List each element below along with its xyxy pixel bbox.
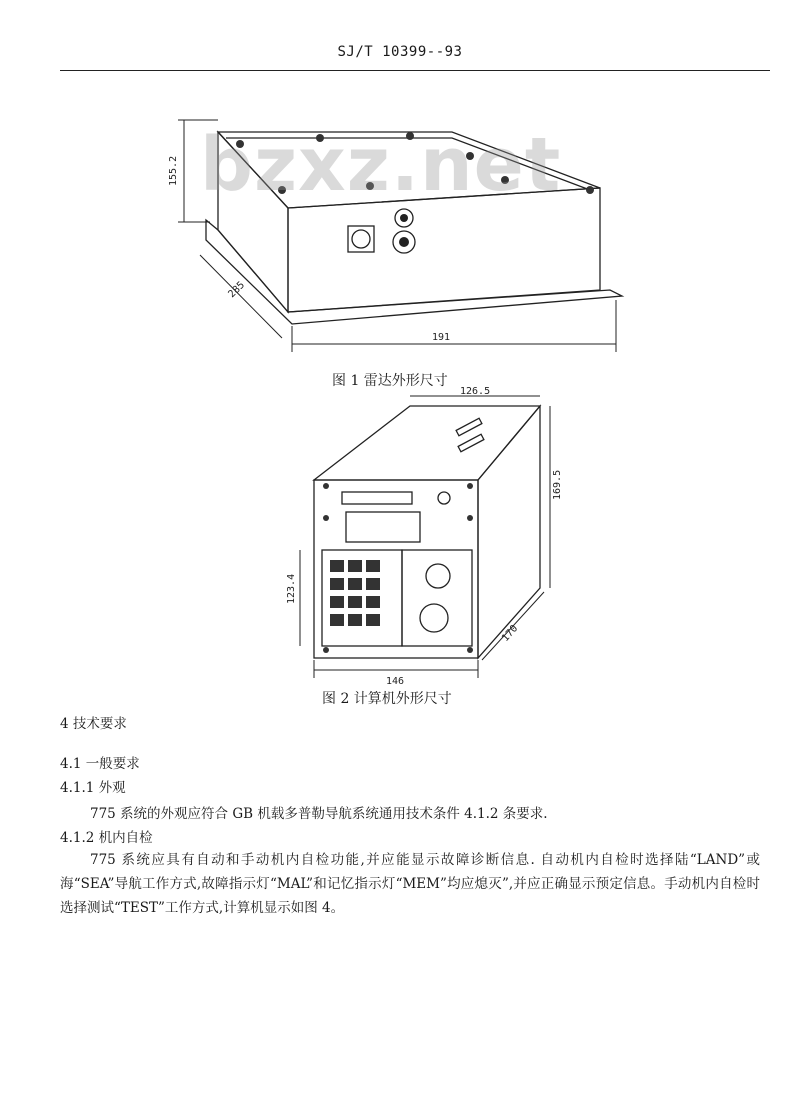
- section-4-1-heading: 4.1 一般要求: [60, 756, 140, 772]
- dim-label-width: 191: [432, 332, 451, 343]
- dim-label-top: 126.5: [460, 386, 491, 397]
- section-4-1-1-heading: 4.1.1 外观: [60, 780, 126, 796]
- section-4-1-2-text: 775 系统应具有自动和手动机内自检功能,并应能显示故障诊断信息. 自动机内自检时选择陆“LAND”或海“SEA”导航工作方式,故障指示灯“MAL”和记忆指示灯“MEM”均应熄灭”,并应正确显示预定信息。手动机内自检时选择测试“TEST”工作方式,计算机显示如图 4。: [60, 852, 760, 916]
- figure-2-caption: 图 2 计算机外形尺寸: [322, 691, 452, 707]
- section-4-1-1-text: 775 系统的外观应符合 GB 机载多普勒导航系统通用技术条件 4.1.2 条要求.: [90, 806, 548, 822]
- dim-label-height: 155.2: [168, 155, 179, 186]
- dim-label-depth: 170: [500, 623, 521, 645]
- section-4-heading: 4 技术要求: [60, 716, 127, 732]
- dim-label-right: 169.5: [552, 469, 563, 500]
- header-rule: [60, 70, 770, 71]
- dim-label-bottom: 146: [386, 676, 405, 687]
- figure-1-caption: 图 1 雷达外形尺寸: [332, 373, 448, 389]
- document-code-header: SJ/T 10399--93: [337, 44, 463, 60]
- dim-label-depth: 285: [226, 279, 248, 301]
- watermark: bzxz.net: [200, 122, 562, 208]
- dim-label-left: 123.4: [286, 573, 297, 604]
- section-4-1-2-heading: 4.1.2 机内自检: [60, 830, 153, 846]
- figure-2-computer-drawing: [270, 388, 570, 688]
